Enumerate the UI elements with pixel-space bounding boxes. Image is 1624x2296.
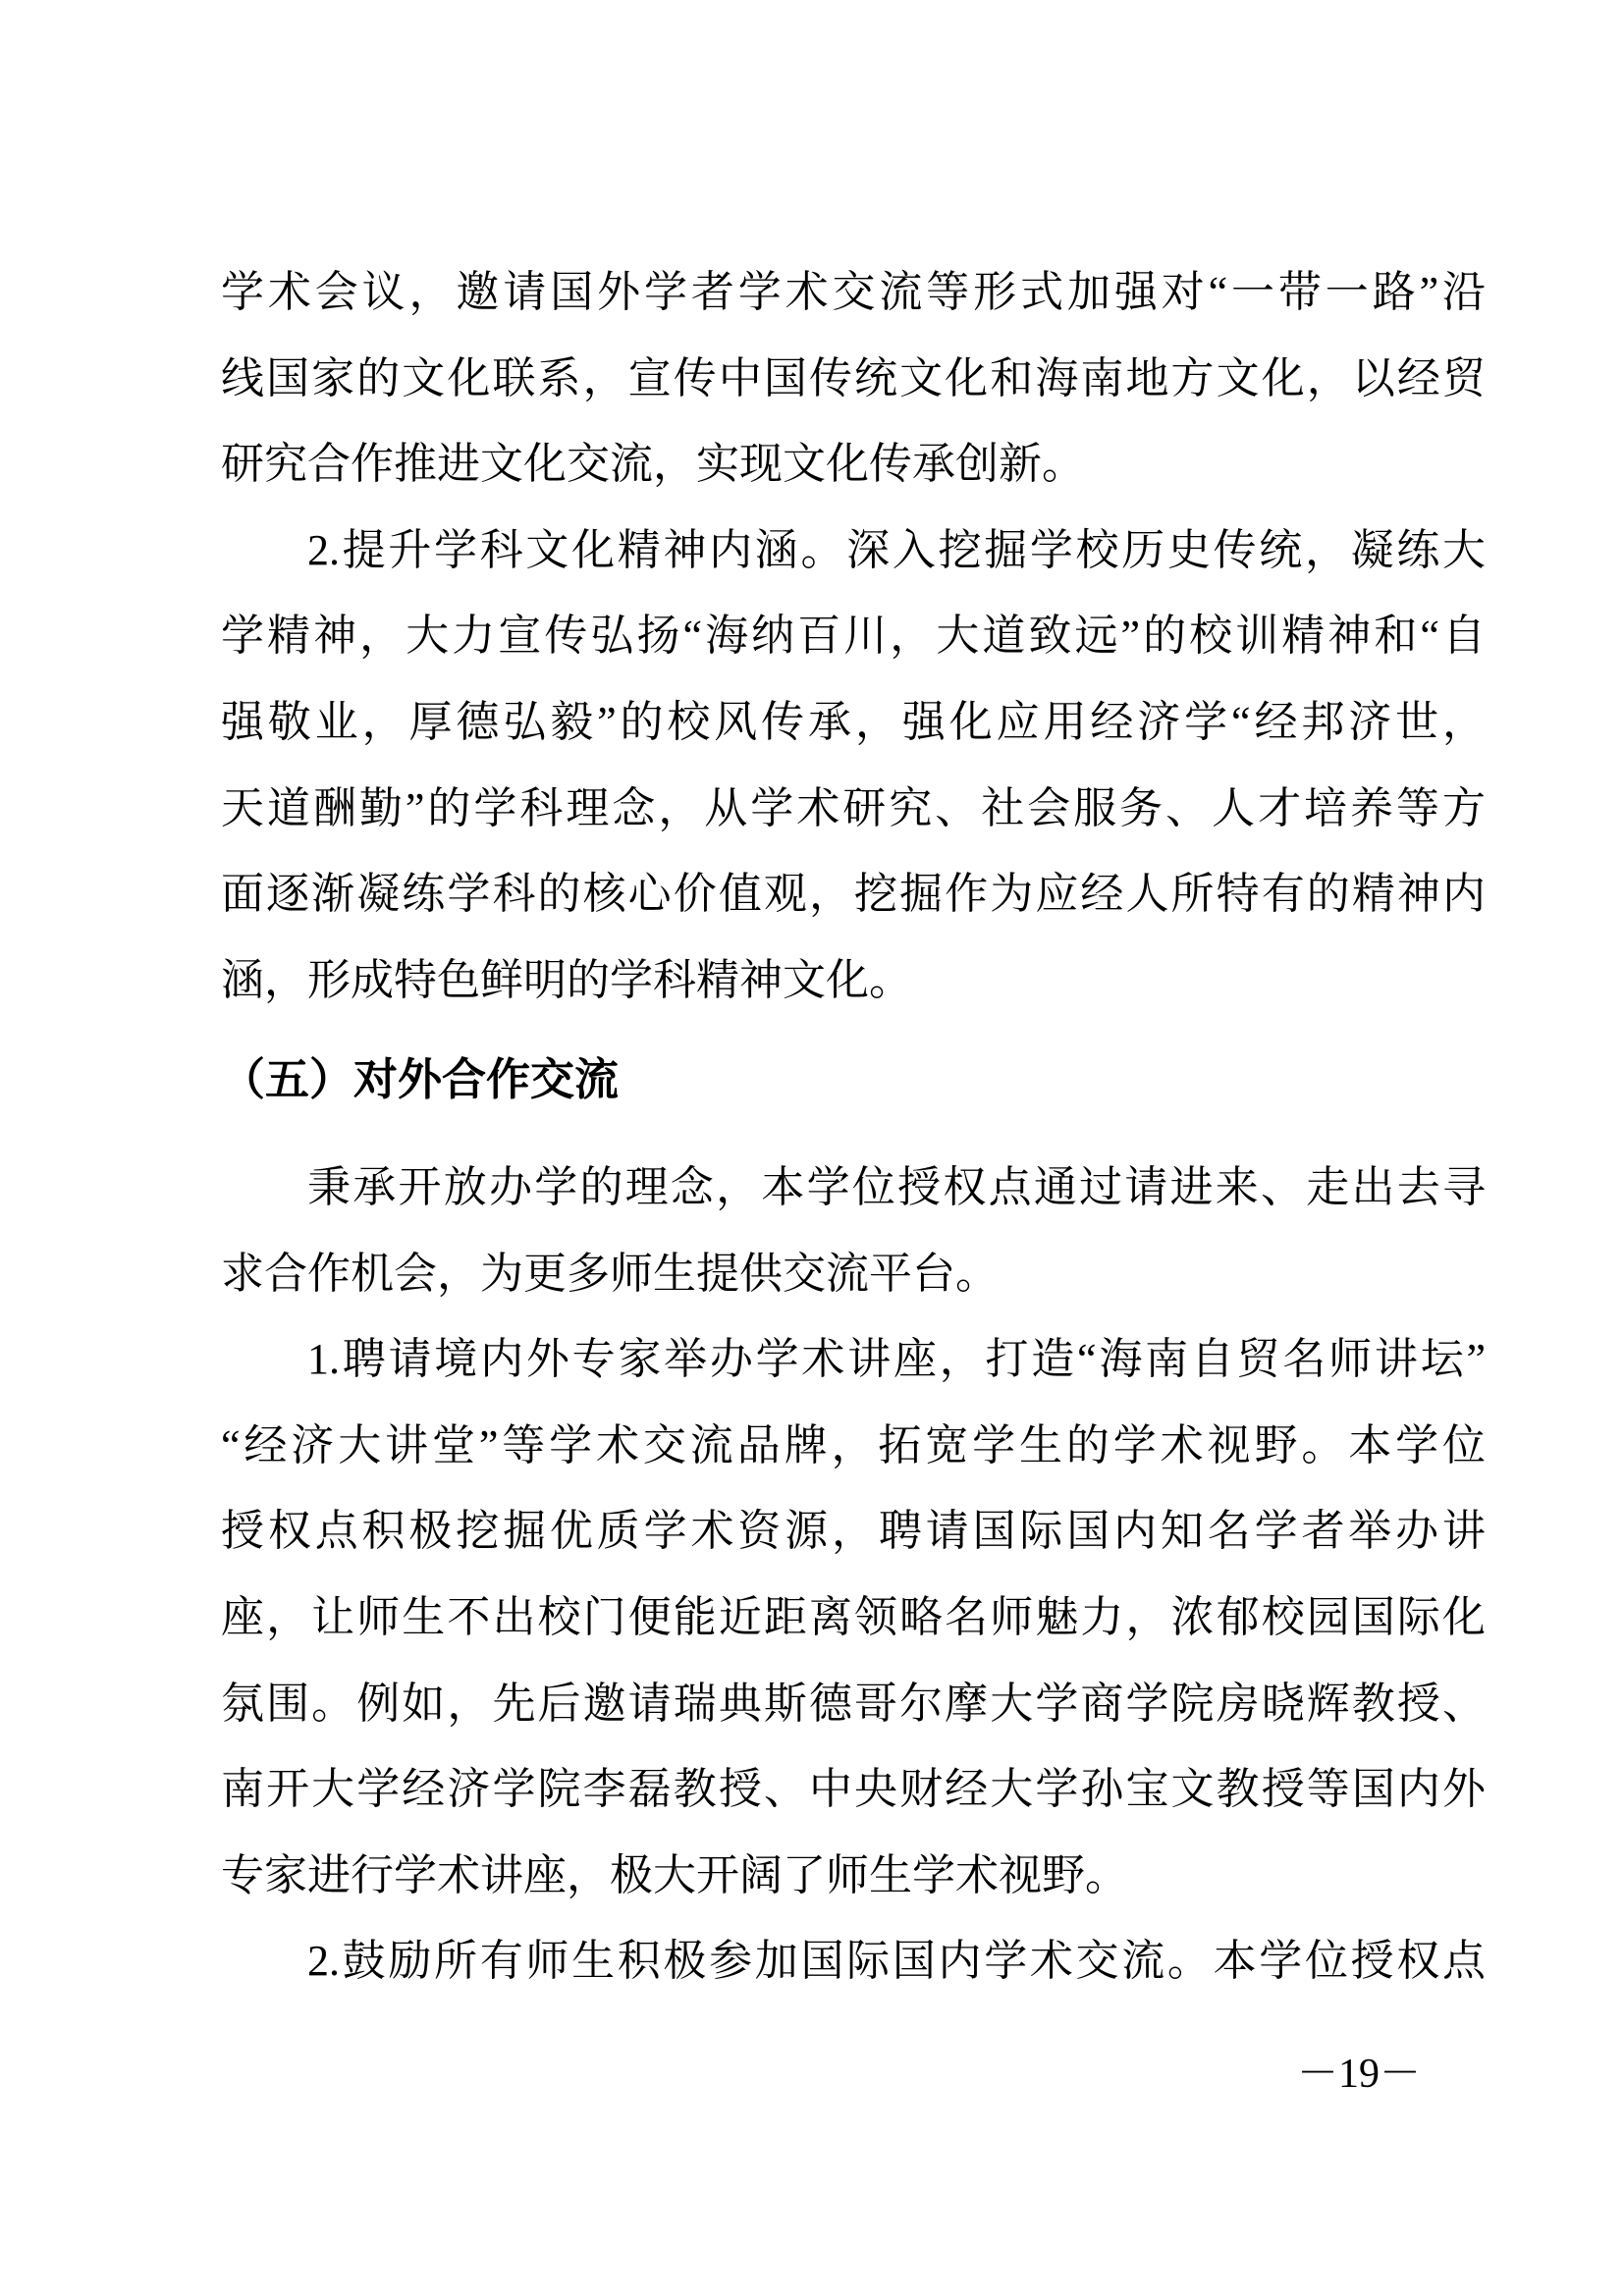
section-heading: （五）对外合作交流: [221, 1054, 620, 1105]
body-line: 2.提升学科文化精神内涵。深入挖掘学校历史传统，凝练大: [307, 525, 1486, 574]
body-line: 南开大学经济学院李磊教授、中央财经大学孙宝文教授等国内外: [221, 1765, 1486, 1814]
body-line: 线国家的文化联系，宣传中国传统文化和海南地方文化，以经贸: [221, 353, 1486, 402]
body-line: 研究合作推进文化交流，实现文化传承创新。: [221, 440, 1085, 489]
body-line: 座，让师生不出校门便能近距离领略名师魅力，浓郁校园国际化: [221, 1592, 1486, 1641]
page-number: －19－: [1296, 2052, 1421, 2097]
body-line: 面逐渐凝练学科的核心价值观，挖掘作为应经人所特有的精神内: [221, 870, 1486, 919]
body-line: 涵，形成特色鲜明的学科精神文化。: [221, 955, 912, 1004]
body-line: 专家进行学术讲座，极大开阔了师生学术视野。: [221, 1850, 1128, 1899]
body-line: 授权点积极挖掘优质学术资源，聘请国际国内知名学者举办讲: [221, 1507, 1486, 1556]
body-line: 秉承开放办学的理念，本学位授权点通过请进来、走出去寻: [307, 1162, 1486, 1211]
body-line: “经济大讲堂”等学术交流品牌，拓宽学生的学术视野。本学位: [221, 1420, 1486, 1469]
body-line: 求合作机会，为更多师生提供交流平台。: [221, 1249, 999, 1298]
body-line: 1.聘请境内外专家举办学术讲座，打造“海南自贸名师讲坛”: [307, 1335, 1486, 1384]
body-line: 学精神，大力宣传弘扬“海纳百川，大道致远”的校训精神和“自: [221, 612, 1486, 661]
body-line: 学术会议，邀请国外学者学术交流等形式加强对“一带一路”沿: [221, 268, 1486, 316]
body-line: 氛围。例如，先后邀请瑞典斯德哥尔摩大学商学院房晓辉教授、: [221, 1679, 1486, 1728]
document-text-column: [221, 249, 1486, 2004]
body-line: 2.鼓励所有师生积极参加国际国内学术交流。本学位授权点: [307, 1937, 1486, 1986]
body-line: 天道酬勤”的学科理念，从学术研究、社会服务、人才培养等方: [221, 783, 1486, 832]
body-line: 强敬业，厚德弘毅”的校风传承，强化应用经济学“经邦济世，: [221, 697, 1486, 746]
